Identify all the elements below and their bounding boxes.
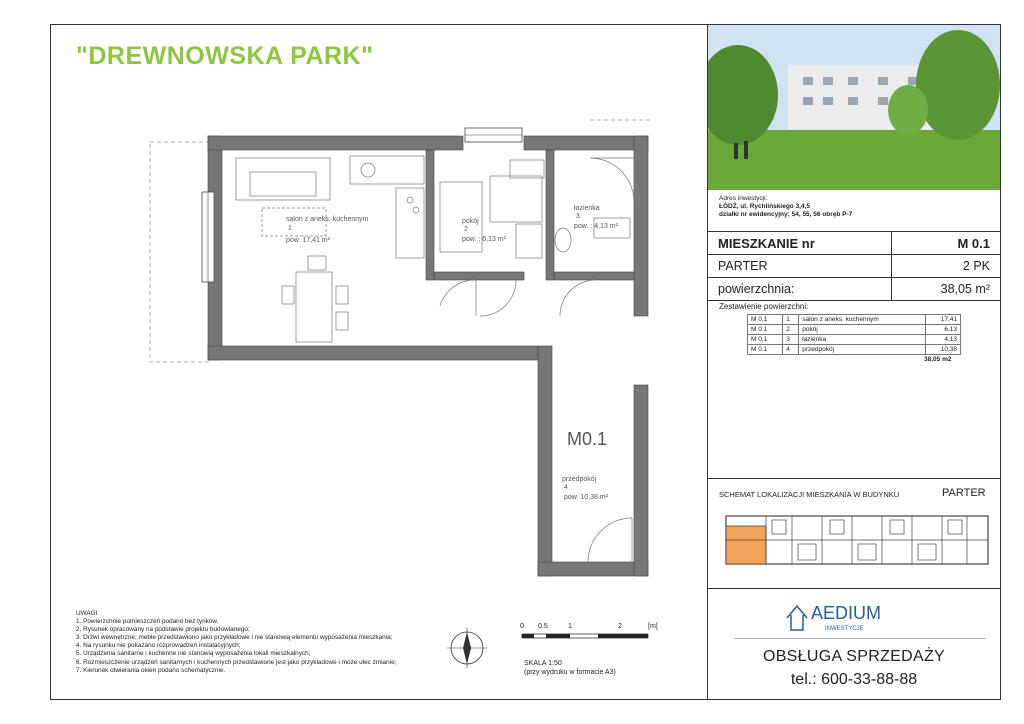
table-row — [748, 345, 961, 355]
room-1-area: pow. 17,41 m² — [286, 237, 330, 244]
note-item: 4. Na rysunku nie pokazano rozprowadzeń instalacyjnych; — [76, 642, 241, 650]
note-item: 5. Urządzenia sanitarne i kuchenne nie stanowią wyposażenia lokali mieszkalnych; — [76, 650, 311, 658]
area-label: powierzchnia: — [708, 278, 891, 301]
schematic-level: PARTER — [942, 487, 986, 499]
room-3-area: pow. : 4,13 m² — [574, 223, 618, 230]
address-plots: działki nr ewidencyjny: 54, 55, 56 obręb P-7 — [719, 211, 853, 218]
cell: 6,13 — [925, 325, 960, 335]
cell: przedpokój — [799, 345, 925, 355]
scale-label: SKALA 1:50 — [524, 660, 562, 667]
cell: 2 — [783, 325, 799, 335]
room-3-name: łazienka — [574, 205, 600, 212]
cell: 3 — [783, 335, 799, 345]
cell: 10,38 — [925, 345, 960, 355]
note-item: 1. Powierzchnie pomieszczeń podano bez tynków; — [76, 618, 219, 626]
room-4-name: przedpokój — [562, 476, 597, 483]
table-row — [748, 335, 961, 345]
logo-underline — [734, 638, 986, 639]
room-3-no: 3 — [576, 213, 580, 220]
note-item: 2. Rysunek opracowany na podstawie projektu budowlanego; — [76, 626, 250, 634]
room-4-area: pow. 10,38 m² — [564, 494, 608, 501]
cell: M 0.1 — [748, 335, 783, 345]
scale-note: (przy wydruku w formacie A3) — [524, 669, 616, 676]
table-row — [748, 315, 961, 325]
cell: pokój — [799, 325, 925, 335]
apartment-info-table — [708, 231, 1000, 301]
scale-tick: 0.5 — [538, 623, 548, 630]
notes-title: UWAGI — [76, 610, 98, 617]
area-value: 38,05 m² — [891, 278, 1000, 301]
cell: salon z aneks. kuchennym — [799, 315, 925, 325]
floor-plan — [60, 100, 700, 600]
divider — [708, 478, 1000, 479]
room-2-name: pokój — [462, 218, 479, 225]
address-block — [719, 195, 852, 219]
table-row — [748, 325, 961, 335]
room-2-area: pow. : 6,13 m² — [462, 236, 506, 243]
north-arrow-icon — [445, 622, 505, 672]
cell: M 0.1 — [748, 345, 783, 355]
sales-label: OBSŁUGA SPRZEDAŻY — [762, 648, 946, 665]
scale-tick: 2 — [618, 623, 622, 630]
unit-label: M0.1 — [567, 429, 608, 449]
apartment-no: M 0.1 — [891, 232, 1000, 255]
scale-tick: 1 — [568, 623, 572, 630]
note-item: 3. Drzwi wewnętrzne, meble przedstawiono jako przykładowe i nie stanowią elementu wyposażenia mieszkania; — [76, 634, 393, 642]
scale-caption — [524, 659, 616, 677]
logo-sub: INWESTYCJE — [825, 626, 864, 632]
note-item: 7. Kierunek otwierania okien podano schematycznie. — [76, 666, 226, 674]
logo-name: AEDIUM — [811, 603, 882, 623]
summary-table — [747, 314, 961, 355]
cell: M 0.1 — [748, 325, 783, 335]
cell: łazienka — [799, 335, 925, 345]
building-render — [708, 25, 1000, 190]
summary-title: Zestawienie powierzchni: — [719, 302, 809, 311]
project-title: "DREWNOWSKA PARK" — [76, 42, 374, 70]
room-1-name: salon z aneks. kuchennym — [286, 216, 369, 223]
cell: 4 — [783, 345, 799, 355]
address-investor-label: Adres inwestycji: — [719, 195, 768, 202]
room-1-no: 1 — [288, 225, 292, 232]
cell: 4,13 — [925, 335, 960, 345]
room-2-no: 2 — [464, 226, 468, 233]
sales-phone: tel.: 600-33-88-88 — [790, 671, 918, 688]
room-4-no: 4 — [564, 484, 568, 491]
schematic-title: SCHEMAT LOKALIZACJI MIESZKANIA W BUDYNKU — [719, 490, 900, 499]
floor-value: 2 PK — [891, 255, 1000, 278]
notes — [76, 610, 396, 675]
apartment-label: MIESZKANIE nr — [708, 232, 891, 255]
cell: 17,41 — [925, 315, 960, 325]
summary-total: 38,05 m2 — [924, 356, 952, 363]
scale-tick: [m] — [648, 623, 658, 630]
address-city: ŁÓDŹ, ul. Rychlińskiego 3,4,5 — [719, 203, 811, 210]
scale-tick: 0 — [520, 623, 524, 630]
cell: M 0.1 — [748, 315, 783, 325]
aedium-logo — [783, 596, 923, 636]
cell: 1 — [783, 315, 799, 325]
note-item: 6. Rozmieszczenie urządzeń sanitarnych i kuchennych przedstawione jest jako przykładowe i może ulec zmianie; — [76, 658, 397, 666]
divider — [708, 588, 1000, 589]
building-schematic — [722, 508, 992, 578]
floor-label: PARTER — [708, 255, 891, 278]
